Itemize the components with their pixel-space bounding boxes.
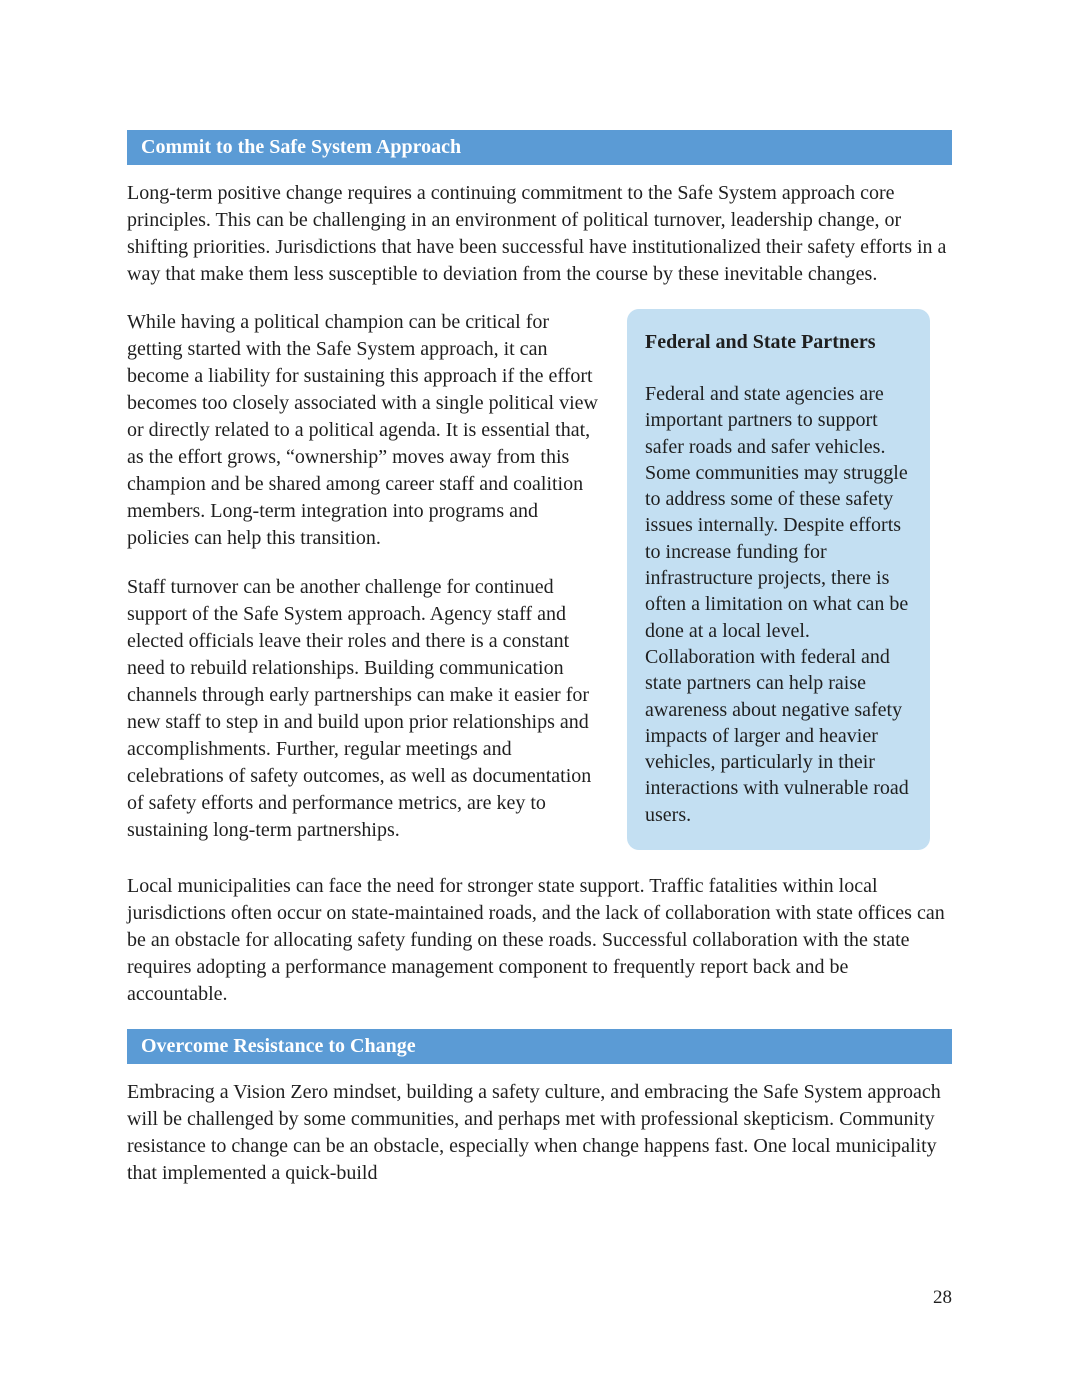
page-number: 28 xyxy=(933,1287,952,1308)
section-heading-commit-safe-system: Commit to the Safe System Approach xyxy=(127,130,952,165)
left-paragraph-political-champion: While having a political champion can be critical for getting started with the Safe System approach, it can become a liability for sustaining this approach if the effort becomes too closely associated with a single political view or directly related to a political agenda. It is essential that, as the effort grows, “ownership” moves away from this champion and be shared among career staff and coalition members. Long-term integration into programs and policies can help this transition. xyxy=(127,311,598,549)
intro-paragraph: Long-term positive change requires a continuing commitment to the Safe System approach core principles. This can be challenging in an environment of political turnover, leadership change, or shifting priorities. Jurisdictions that have been successful have institutionalized their safety efforts in a way that make them less susceptible to deviation from the course by these inevitable changes. xyxy=(127,182,947,285)
callout-body: Federal and state agencies are important partners to support safer roads and safer vehicles. Some communities may struggle to address some of these safety issues internally. Despite efforts to increase funding for infrastructure projects, there is often a limitation on what can be done at a local level. Collaboration with federal and state partners can help raise awareness about negative safety impacts of larger and heavier vehicles, particularly in their interactions with vulnerable road users. xyxy=(645,383,909,826)
callout-box-federal-state-partners xyxy=(627,309,930,850)
closing-paragraph-local-municipalities: Local municipalities can face the need for stronger state support. Traffic fatalities within local jurisdictions often occur on state-maintained roads, and the lack of collaboration with state offices can be an obstacle for allocating safety funding on these roads. Successful collaboration with the state requires adopting a performance management component to frequently report back and be accountable. xyxy=(127,875,945,1006)
callout-title: Federal and State Partners xyxy=(645,331,876,353)
left-column xyxy=(127,309,599,844)
left-paragraph-staff-turnover: Staff turnover can be another challenge for continued support of the Safe System approach. Agency staff and elected officials leave their roles and there is a constant need to rebuild relationships. Building communication channels through early partnerships can make it easier for new staff to step in and build upon prior relationships and accomplishments. Further, regular meetings and celebrations of safety outcomes, as well as documentation of safety efforts and performance metrics, are key to sustaining long-term partnerships. xyxy=(127,576,592,841)
two-column-section xyxy=(127,309,952,850)
section-heading-overcome-resistance: Overcome Resistance to Change xyxy=(127,1029,952,1064)
section2-paragraph: Embracing a Vision Zero mindset, building a safety culture, and embracing the Safe System approach will be challenged by some communities, and perhaps met with professional skepticism. Community resistance to change can be an obstacle, especially when change happens fast. One local municipality that implemented a quick-build xyxy=(127,1081,941,1185)
